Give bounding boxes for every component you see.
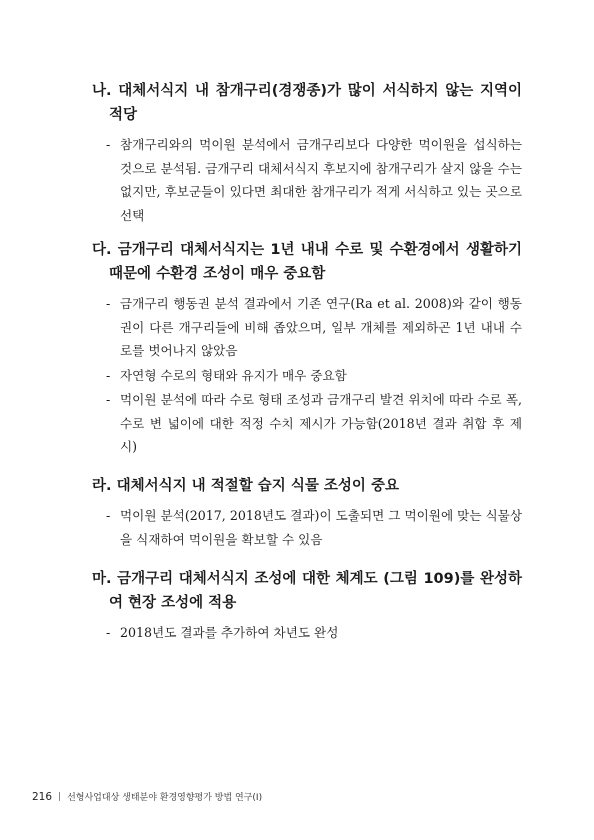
bullet-list: [92, 621, 522, 645]
section-ma: [92, 567, 522, 646]
running-title: 선형사업대상 생태분야 환경영향평가 방법 연구(Ⅰ): [67, 793, 263, 803]
bullet-text: 먹이원 분석에 따라 수로 형태 조성과 금개구리 발견 위치에 따라 수로 폭, 수로 변 넓이에 대한 적정 수치 제시가 가능함(2018년 결과 취합 후 제시): [120, 392, 522, 454]
footer-separator: |: [58, 791, 62, 802]
section-heading: [92, 567, 522, 615]
page-number: 216: [32, 790, 53, 803]
section-heading-text: 마. 금개구리 대체서식지 조성에 대한 체계도 (그림 109)를 완성하여 현장 조성에 적용: [92, 571, 522, 611]
bullet-list: [92, 504, 522, 551]
section-na: [92, 79, 522, 228]
bullet-item: - 참개구리와의 먹이원 분석에서 금개구리보다 다양한 먹이원을 섭식하는 것으로 분석됨. 금개구리 대체서식지 후보지에 참개구리가 살지 않을 수는 없지만, 후보군들이 있다면 최대한 참개구리가 적게 서식하고 있는 곳으로 선택: [106, 137, 522, 223]
section-heading-text: 다. 금개구리 대체서식지는 1년 내내 수로 및 수환경에서 생활하기 때문에 수환경 조성이 매우 중요함: [92, 242, 522, 282]
bullet-text: 먹이원 분석(2017, 2018년도 결과)이 도출되면 그 먹이원에 맞는 식물상을 식재하여 먹이원을 확보할 수 있음: [120, 508, 522, 547]
bullet-list: [92, 292, 522, 459]
bullet-item: - 2018년도 결과를 추가하여 차년도 완성: [106, 625, 339, 640]
section-heading-text: 나. 대체서식지 내 참개구리(경쟁종)가 많이 서식하지 않는 지역이 적당: [92, 83, 522, 123]
bullet-text: 자연형 수로의 형태와 유지가 매우 중요함: [120, 367, 347, 383]
bullet-text: 금개구리 행동권 분석 결과에서 기존 연구(Ra et al. 2008)와 같이 행동권이 다른 개구리들에 비해 좁았으며, 일부 개체를 제외하곤 1년 내내 수로를 벗어나지 않았음: [120, 296, 522, 358]
section-ra: [92, 474, 522, 552]
bullet-item: - 자연형 수로의 형태와 유지가 매우 중요함: [106, 367, 347, 383]
bullet-item: - 금개구리 행동권 분석 결과에서 기존 연구(Ra et al. 2008)와 같이 행동권이 다른 개구리들에 비해 좁았으며, 일부 개체를 제외하곤 1년 내내 수로를 벗어나지 않았음: [106, 296, 522, 358]
bullet-item: - 먹이원 분석에 따라 수로 형태 조성과 금개구리 발견 위치에 따라 수로 폭, 수로 변 넓이에 대한 적정 수치 제시가 가능함(2018년 결과 취합 후 제시): [106, 392, 522, 454]
bullet-item: - 먹이원 분석(2017, 2018년도 결과)이 도출되면 그 먹이원에 맞는 식물상을 식재하여 먹이원을 확보할 수 있음: [106, 508, 522, 547]
section-heading-text: 라. 대체서식지 내 적절할 습지 식물 조성이 중요: [92, 478, 399, 494]
section-heading: [92, 238, 522, 286]
bullet-text: 2018년도 결과를 추가하여 차년도 완성: [120, 625, 339, 640]
section-heading: [92, 79, 522, 127]
page-footer: [32, 790, 262, 803]
section-heading: [92, 474, 522, 498]
section-da: [92, 238, 522, 460]
bullet-list: [92, 133, 522, 227]
bullet-text: 참개구리와의 먹이원 분석에서 금개구리보다 다양한 먹이원을 섭식하는 것으로 분석됨. 금개구리 대체서식지 후보지에 참개구리가 살지 않을 수는 없지만, 후보군들이 있다면 최대한 참개구리가 적게 서식하고 있는 곳으로 선택: [120, 137, 522, 223]
